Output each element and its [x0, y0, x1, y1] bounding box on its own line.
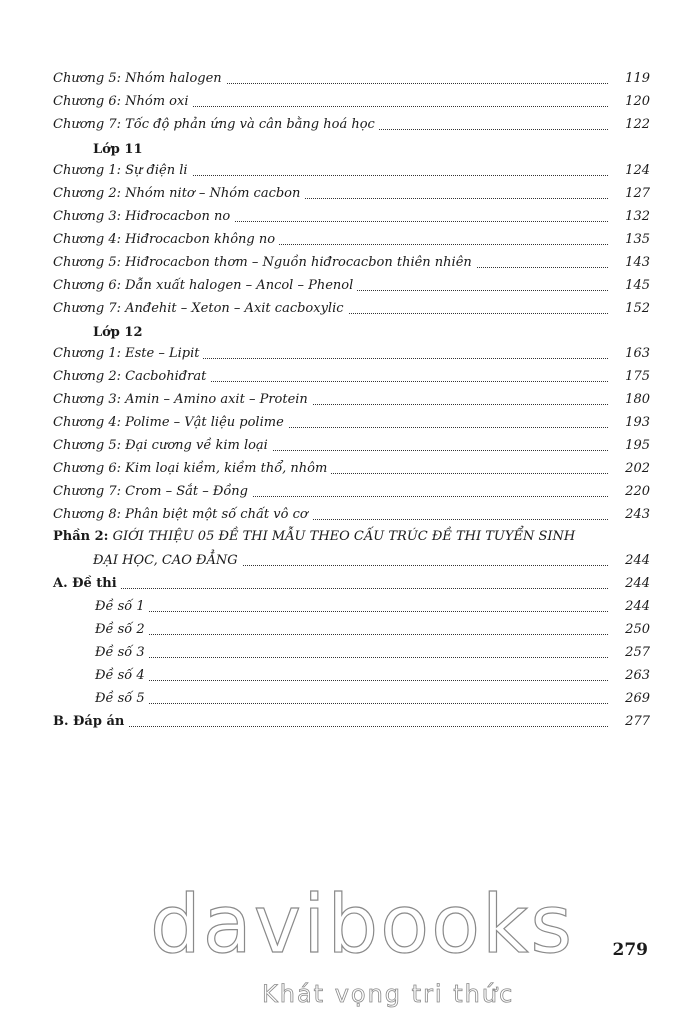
toc-entry — [0, 68, 700, 90]
toc-entry — [0, 183, 700, 205]
toc-entry — [0, 366, 700, 388]
toc-entry — [0, 550, 700, 572]
toc-entry-label: Chương 4: Hiđrocacbon không no — [53, 229, 279, 251]
toc-entry-page: 195 — [625, 438, 650, 453]
toc-entry — [0, 298, 700, 320]
toc-entry-page: 145 — [625, 278, 650, 293]
toc-entry-label: B. Đáp án — [53, 711, 128, 733]
toc-entry-label: Chương 1: Este – Lipit — [53, 343, 203, 365]
toc-entry — [0, 481, 700, 503]
toc-entry-page: 119 — [625, 71, 650, 86]
toc-entry-label: Chương 4: Polime – Vật liệu polime — [53, 412, 288, 434]
toc-entry-page: 124 — [625, 163, 650, 178]
toc-entry-page: 127 — [625, 186, 650, 201]
toc-entry-label: Chương 5: Nhóm halogen — [53, 68, 226, 90]
toc-entry-page: 120 — [625, 94, 650, 109]
toc-entry-label: Chương 2: Nhóm nitơ – Nhóm cacbon — [53, 183, 304, 205]
toc-entry-label: Chương 7: Crom – Sắt – Đồng — [53, 481, 252, 503]
toc-entry — [0, 642, 700, 664]
toc-entry-label: Đề số 4 — [95, 665, 149, 687]
page-number: 279 — [612, 940, 648, 960]
toc-entry — [0, 389, 700, 411]
toc-entry — [0, 504, 700, 526]
toc-entry-label: Chương 3: Amin – Amino axit – Protein — [53, 389, 312, 411]
toc-entry-page: 122 — [625, 117, 650, 132]
dot-leader — [100, 657, 608, 658]
brand-watermark: davibooks — [150, 878, 575, 971]
toc-entry-page: 244 — [625, 576, 650, 591]
toc-entry-page: 202 — [625, 461, 650, 476]
toc-entry-label: ĐẠI HỌC, CAO ĐẲNG — [93, 550, 242, 572]
toc-entry — [0, 619, 700, 641]
toc-entry-page: 163 — [625, 346, 650, 361]
toc-entry — [0, 275, 700, 297]
grade-12-heading: Lớp 12 — [93, 325, 143, 340]
toc-entry-label: Đề số 1 — [95, 596, 149, 618]
toc-entry-page: 277 — [625, 714, 650, 729]
toc-entry-page: 244 — [625, 553, 650, 568]
toc-entry — [0, 412, 700, 434]
toc-entry-label: Chương 5: Hiđrocacbon thơm – Nguồn hiđrocacbon thiên nhiên — [53, 252, 476, 274]
toc-entry — [0, 573, 700, 595]
toc-entry-page: 220 — [625, 484, 650, 499]
toc-entry-label: Chương 2: Cacbohiđrat — [53, 366, 210, 388]
toc-entry-page: 193 — [625, 415, 650, 430]
toc-entry-page: 243 — [625, 507, 650, 522]
dot-leader — [60, 588, 608, 589]
toc-entry-page: 132 — [625, 209, 650, 224]
toc-entry — [0, 343, 700, 365]
toc-entry-page: 244 — [625, 599, 650, 614]
toc-entry-label: Chương 7: Tốc độ phản ứng và cân bằng hoá học — [53, 114, 379, 136]
dot-leader — [100, 703, 608, 704]
toc-entry-label: Chương 5: Đại cương về kim loại — [53, 435, 272, 457]
part-2-prefix: Phần 2: — [53, 529, 109, 544]
dot-leader — [100, 634, 608, 635]
toc-entry — [0, 160, 700, 182]
toc-entry-label: Chương 7: Anđehit – Xeton – Axit cacboxylic — [53, 298, 348, 320]
part-2-title-line1: GIỚI THIỆU 05 ĐỀ THI MẪU THEO CẤU TRÚC ĐỀ THI TUYỂN SINH — [112, 529, 576, 544]
toc-entry — [0, 252, 700, 274]
toc-entry-label: Chương 8: Phân biệt một số chất vô cơ — [53, 504, 312, 526]
toc-entry-label: Chương 3: Hiđrocacbon no — [53, 206, 234, 228]
toc-entry — [0, 688, 700, 710]
toc-entry-label: Chương 6: Dẫn xuất halogen – Ancol – Phenol — [53, 275, 357, 297]
toc-entry-page: 152 — [625, 301, 650, 316]
toc-entry-page: 269 — [625, 691, 650, 706]
toc-entry-label: A. Đề thi — [53, 573, 121, 595]
toc-entry — [0, 435, 700, 457]
toc-entry — [0, 596, 700, 618]
toc-entry — [0, 206, 700, 228]
toc-entry-label: Đề số 5 — [95, 688, 149, 710]
dot-leader — [100, 680, 608, 681]
toc-entry — [0, 229, 700, 251]
toc-entry-label: Chương 1: Sự điện li — [53, 160, 192, 182]
toc-entry — [0, 91, 700, 113]
toc-entry-page: 250 — [625, 622, 650, 637]
dot-leader — [100, 611, 608, 612]
toc-entry — [0, 114, 700, 136]
toc-entry-label: Chương 6: Nhóm oxi — [53, 91, 192, 113]
toc-entry-label: Đề số 2 — [95, 619, 149, 641]
toc-entry-label: Chương 6: Kim loại kiềm, kiềm thổ, nhôm — [53, 458, 331, 480]
dot-leader — [60, 726, 608, 727]
part-2-title — [53, 529, 575, 544]
toc-entry-page: 175 — [625, 369, 650, 384]
toc-entry-page: 263 — [625, 668, 650, 683]
toc-entry-page: 180 — [625, 392, 650, 407]
toc-entry — [0, 711, 700, 733]
toc-entry-page: 257 — [625, 645, 650, 660]
toc-entry — [0, 665, 700, 687]
toc-entry-label: Đề số 3 — [95, 642, 149, 664]
toc-entry — [0, 458, 700, 480]
grade-11-heading: Lớp 11 — [93, 142, 143, 157]
toc-entry-page: 135 — [625, 232, 650, 247]
toc-entry-page: 143 — [625, 255, 650, 270]
slogan-watermark: Khát vọng tri thức — [262, 980, 515, 1008]
